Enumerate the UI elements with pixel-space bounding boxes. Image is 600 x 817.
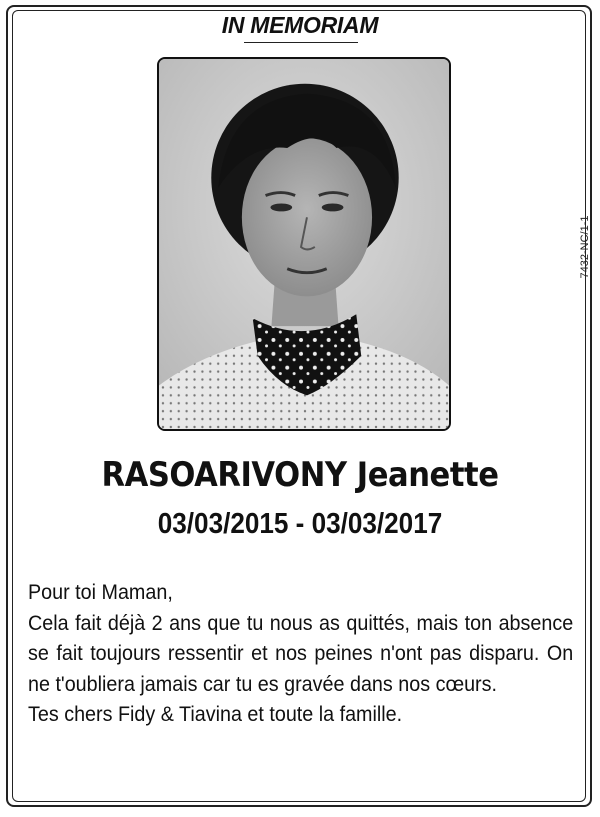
portrait-photo — [157, 57, 451, 431]
portrait-image — [159, 59, 449, 429]
reference-code: 7432-NC/1-1 — [579, 215, 591, 279]
memorial-dates: 03/03/2015 - 03/03/2017 — [157, 508, 443, 540]
title-underline — [244, 42, 358, 43]
page-title: IN MEMORIAM — [221, 12, 379, 38]
message-signature: Tes chers Fidy & Tiavina et toute la famille. — [28, 703, 403, 726]
deceased-name: RASOARIVONY Jeanette — [101, 455, 499, 495]
memorial-message — [28, 578, 573, 731]
message-greeting: Pour toi Maman, — [28, 581, 173, 604]
message-body: Cela fait déjà 2 ans que tu nous as quittés, mais ton absence se fait toujours ressentir et nos peines n'ont pas disparu. On ne t'oubliera jamais car tu es gravée dans nos cœurs. — [28, 611, 574, 696]
